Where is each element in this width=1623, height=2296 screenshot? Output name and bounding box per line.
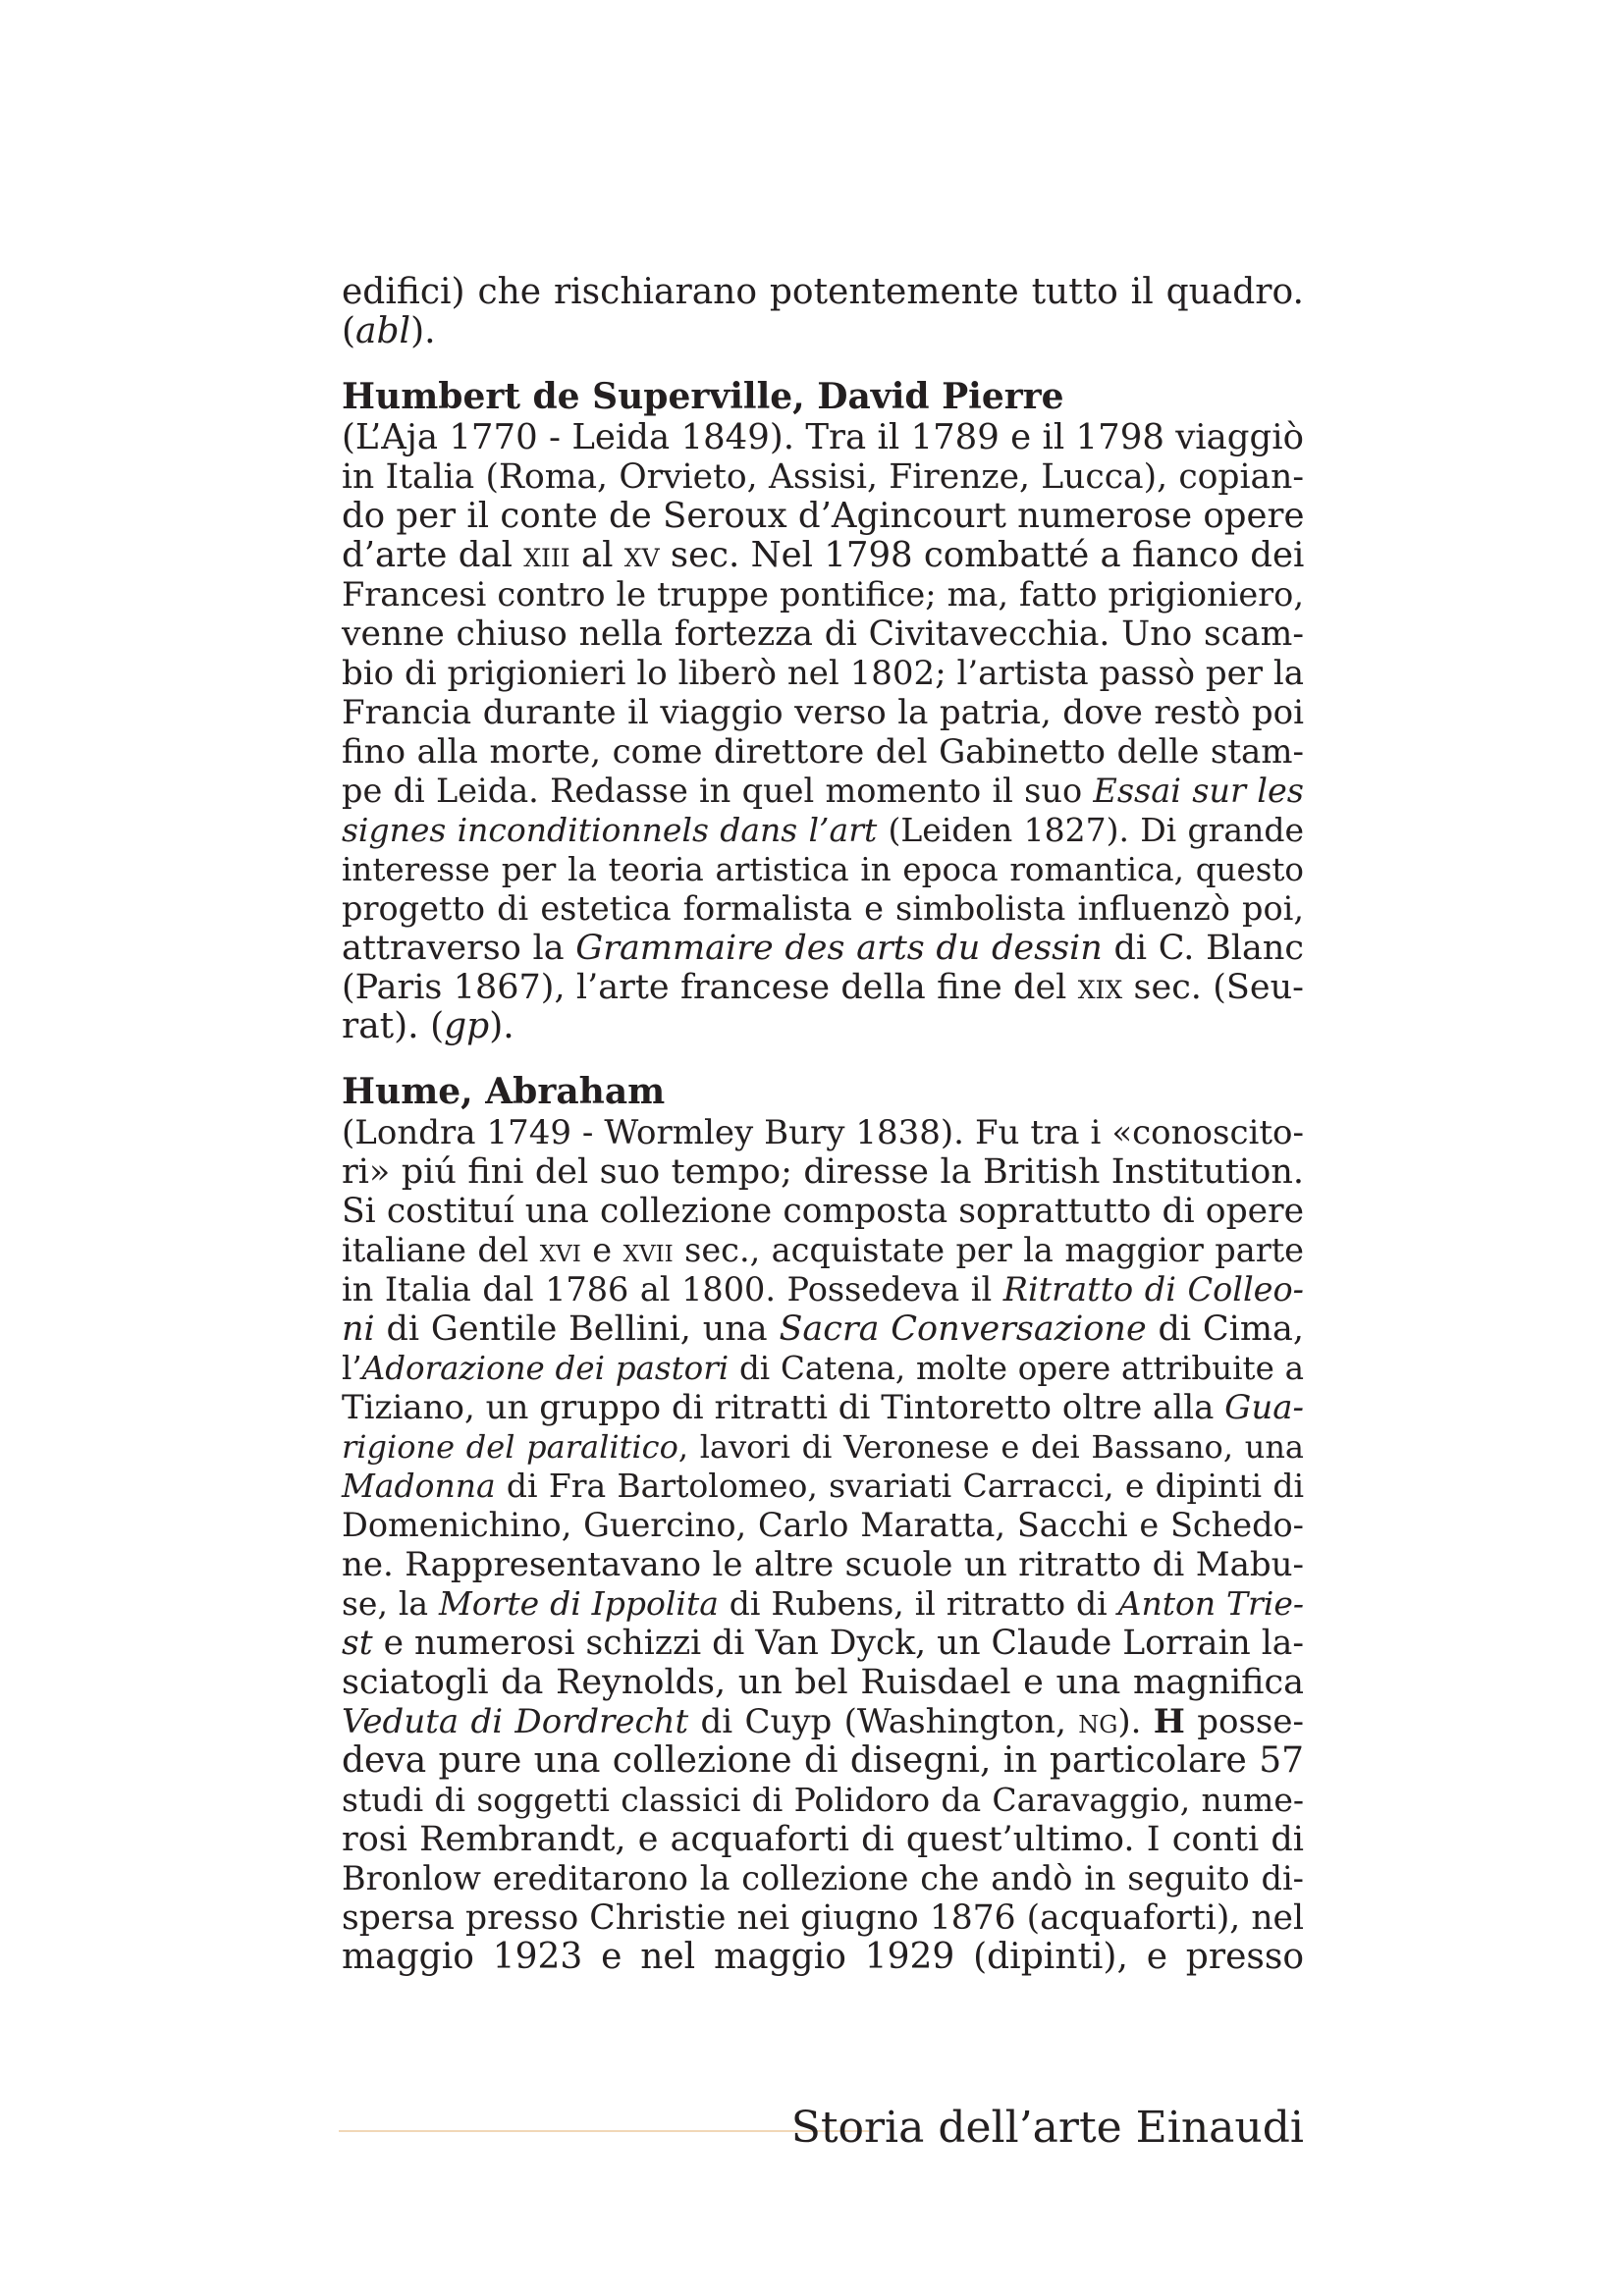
footer-rule [339,2130,869,2132]
text-line: (Paris 1867), l’arte francese della fine del xix sec. (Seu- [342,968,1304,1007]
text-line: studi di soggetti classici di Polidoro da Caravaggio, nume- [342,1781,1304,1819]
text-line: ni di Gentile Bellini, una Sacra Conversazione di Cima, [342,1309,1304,1349]
entry-heading-humbert: Humbert de Superville, David Pierre [342,376,1064,417]
text-line: Domenichino, Guercino, Carlo Maratta, Sacchi e Schedo- [342,1506,1304,1544]
text-line: attraverso la Grammaire des arts du dessin di C. Blanc [342,929,1304,968]
text-line: (Londra 1749 - Wormley Bury 1838). Fu tra i «conoscito- [342,1113,1304,1152]
text-line: deva pure una collezione di disegni, in particolare 57 [342,1740,1304,1781]
entry-heading-hume: Hume, Abraham [342,1071,666,1112]
text-line: rosi Rembrandt, e acquaforti di quest’ultimo. I conti di [342,1820,1304,1859]
footer-title: Storia dell’arte Einaudi [790,2103,1304,2153]
text-line: italiane del xvi e xvii sec., acquistate per la maggior parte [342,1231,1304,1269]
text-line: in Italia dal 1786 al 1800. Possedeva il Ritratto di Colleo- [342,1270,1304,1308]
text-line: rat). (gp). [342,1006,514,1046]
text-line: signes inconditionnels dans l’art (Leiden 1827). Di grande [342,811,1304,849]
text-line: pe di Leida. Redasse in quel momento il suo Essai sur les [342,772,1304,810]
text-line: (L’Aja 1770 - Leida 1849). Tra il 1789 e il 1798 viaggiò [342,417,1304,457]
text-line: Francia durante il viaggio verso la patria, dove restò poi [342,693,1304,732]
text-line: l’Adorazione dei pastori di Catena, molte opere attribuite a [342,1350,1304,1387]
body-text [342,273,1304,1977]
text-line: spersa presso Christie nei giugno 1876 (acquaforti), nel [342,1898,1304,1938]
text-line: sciatogli da Reynolds, un bel Ruisdael e una magnifica [342,1663,1304,1702]
page-footer [339,2101,1304,2160]
text-line: Francesi contro le truppe pontifice; ma, fatto prigioniero, [342,575,1304,614]
text-line: venne chiuso nella fortezza di Civitavecchia. Uno scam- [342,614,1304,654]
text-line: progetto di estetica formalista e simbolista influenzò poi, [342,889,1304,928]
text-line: ne. Rappresentavano le altre scuole un ritratto di Mabu- [342,1545,1304,1584]
text-line: d’arte dal xiii al xv sec. Nel 1798 combatté a fianco dei [342,535,1305,575]
text-line: fino alla morte, come direttore del Gabinetto delle stam- [342,732,1304,772]
text-line: se, la Morte di Ippolita di Rubens, il ritratto di Anton Trie- [342,1584,1304,1623]
text-line: Veduta di Dordrecht di Cuyp (Washington, ng). H posse- [342,1702,1304,1741]
text-line: st e numerosi schizzi di Van Dyck, un Claude Lorrain la- [342,1624,1304,1663]
text-line: Tiziano, un gruppo di ritratti di Tintoretto oltre alla Gua- [342,1388,1304,1427]
text-line: Madonna di Fra Bartolomeo, svariati Carracci, e dipinti di [342,1467,1304,1505]
text-line: (abl). [342,311,436,351]
text-line: edifici) che rischiarano potentemente tutto il quadro. [342,272,1304,312]
text-line: maggio 1923 e nel maggio 1929 (dipinti), e presso [342,1937,1304,1977]
text-line: interesse per la teoria artistica in epoca romantica, questo [342,851,1304,888]
text-line: rigione del paralitico, lavori di Veronese e dei Bassano, una [342,1428,1305,1466]
text-line: bio di prigionieri lo liberò nel 1802; l’artista passò per la [342,654,1304,693]
text-line: Si costituí una collezione composta soprattutto di opere [342,1192,1304,1231]
text-line: in Italia (Roma, Orvieto, Assisi, Firenze, Lucca), copian- [342,457,1304,497]
text-line: Bronlow ereditarono la collezione che andò in seguito di- [342,1859,1304,1897]
text-line: ri» piú fini del suo tempo; diresse la British Institution. [342,1152,1304,1192]
text-line: do per il conte de Seroux d’Agincourt numerose opere [342,496,1305,536]
